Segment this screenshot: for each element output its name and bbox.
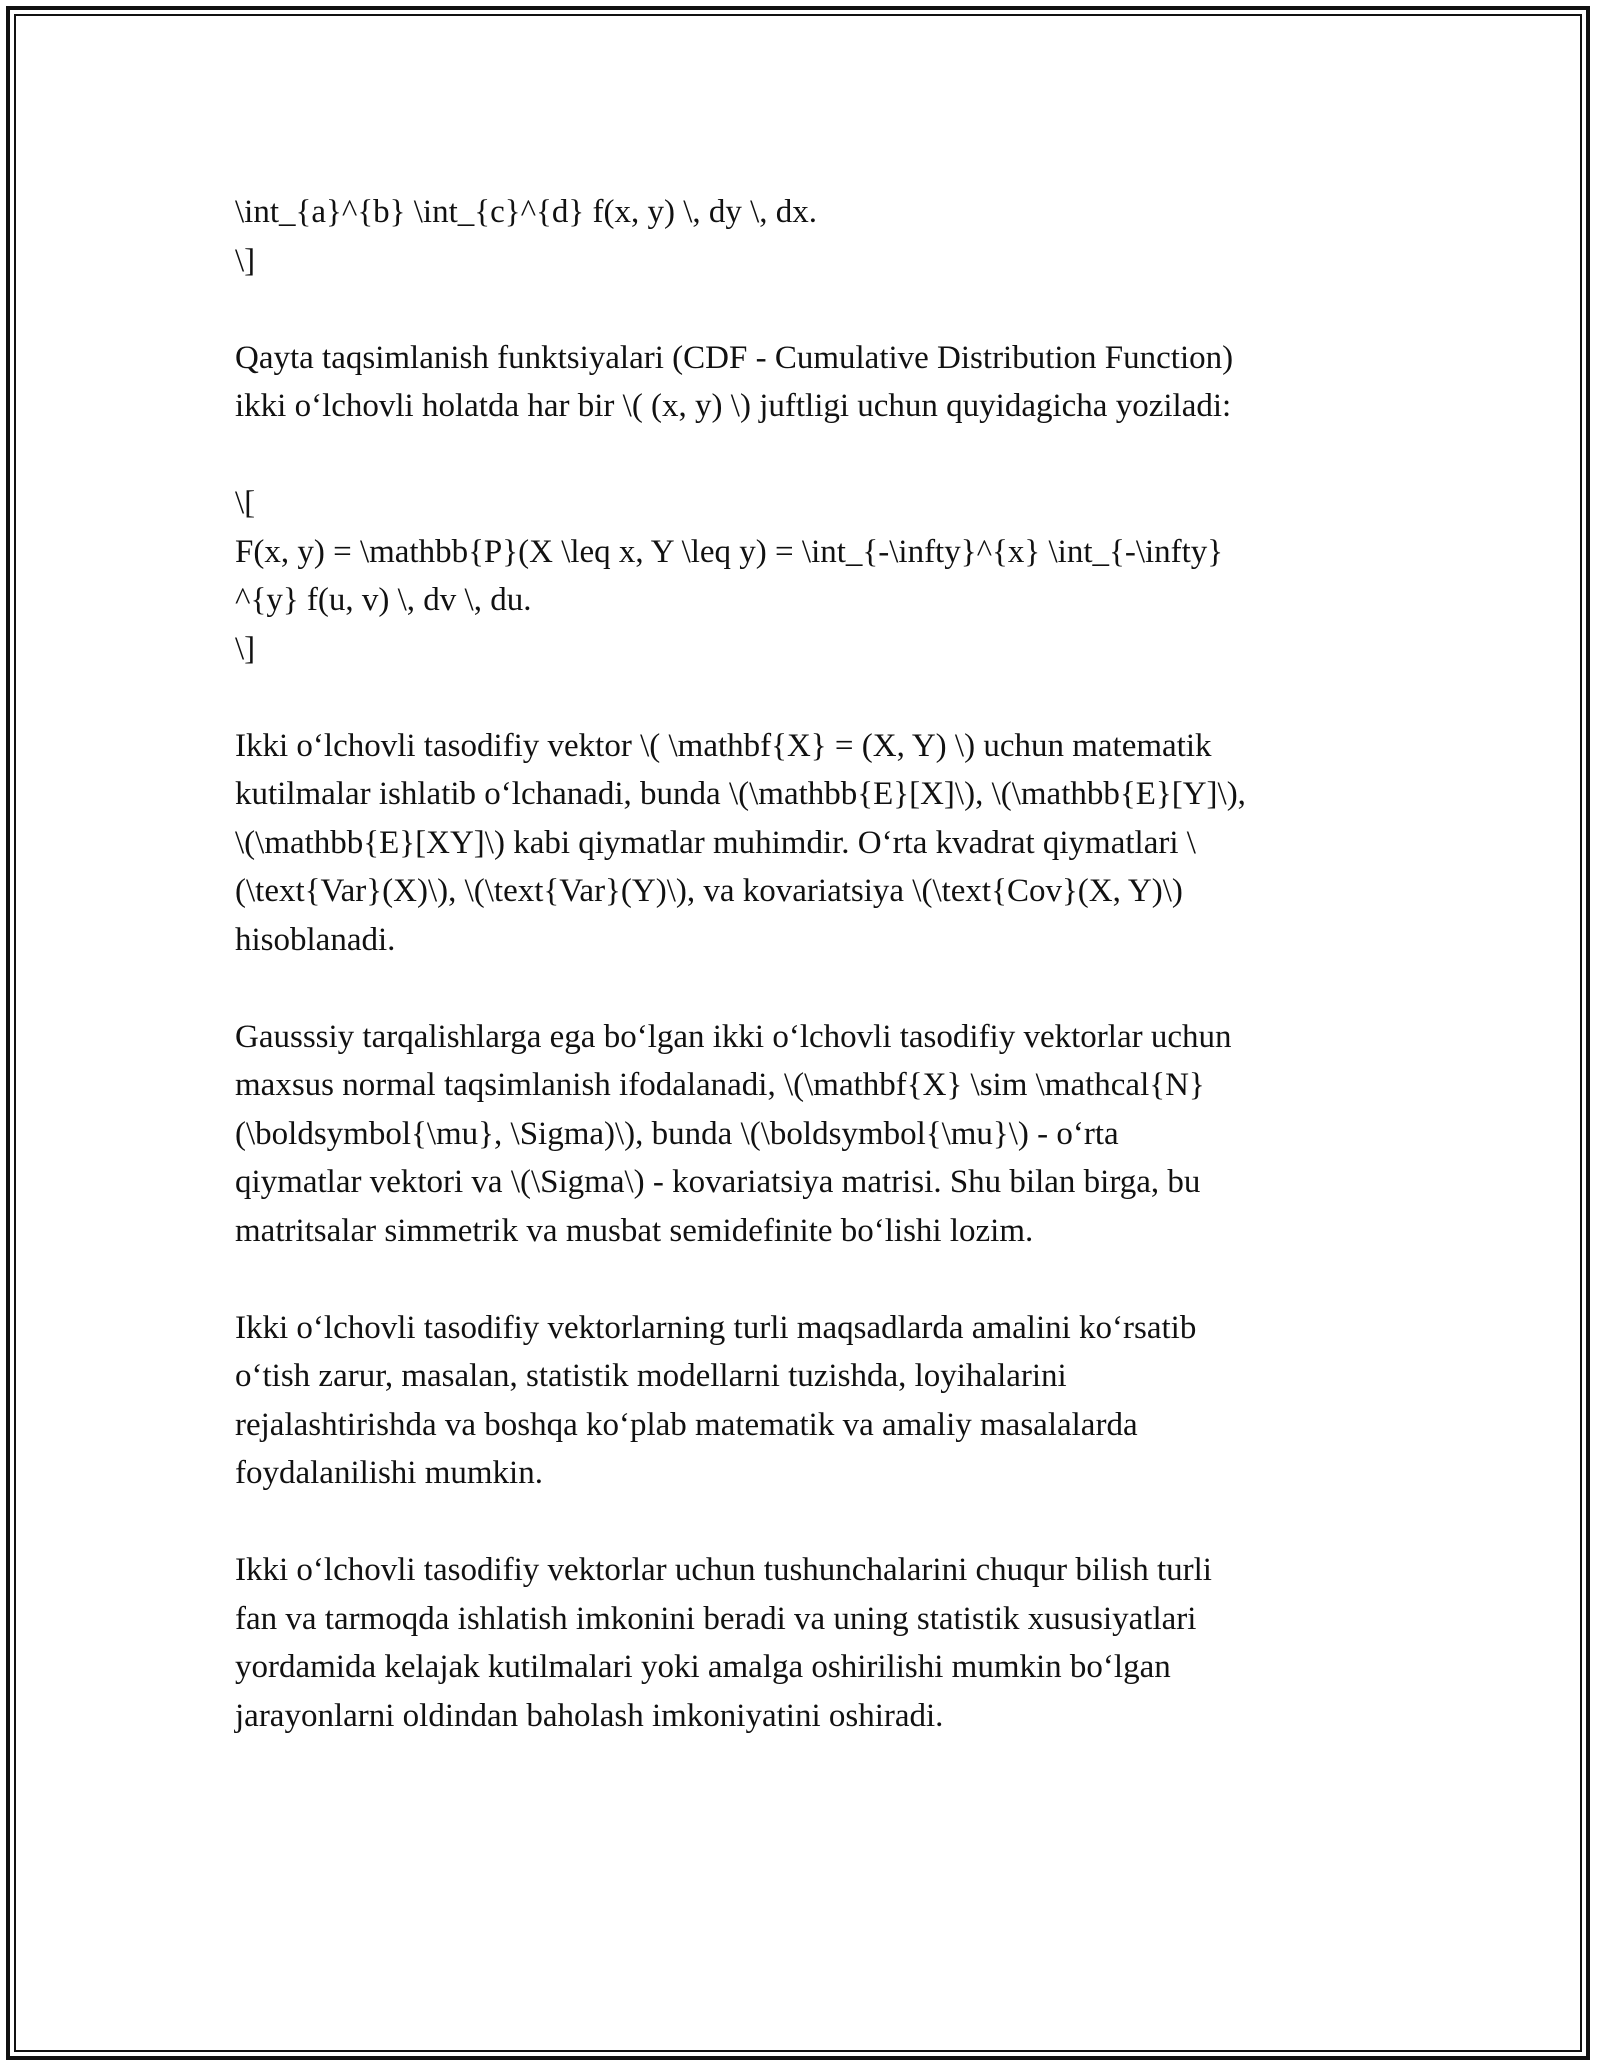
formula-line: \int_{a}^{b} \int_{c}^{d} f(x, y) \, dy \, dx. [235,194,818,230]
paragraph-line: yordamida kelajak kutilmalari yoki amalga oshirilishi mumkin bo‘lgan [235,1649,1171,1685]
paragraph-gap [235,964,1375,1013]
paragraph-line: Gausssiy tarqalishlarga ega bo‘lgan ikki o‘lchovli tasodifiy vektorlar uchun [235,1018,1232,1055]
paragraph-gap [235,673,1375,722]
formula-line: \[ [235,485,256,521]
formula-end-block [235,188,1375,285]
paragraph-line: foydalanilishi mumkin. [235,1455,543,1491]
paragraph-line: Ikki o‘lchovli tasodifiy vektorlar uchun tushunchalarini chuqur bilish turli [235,1552,1212,1588]
cdf-intro-paragraph [235,334,1375,431]
paragraph-line: maxsus normal taqsimlanish ifodalanadi, \(\mathbf{X} \sim \mathcal{N} [235,1067,1205,1103]
paragraph-line: kutilmalar ishlatib o‘lchanadi, bunda \(\mathbb{E}[X]\), \(\mathbb{E}[Y]\), [235,776,1246,812]
paragraph-line: (\text{Var}(X)\), \(\text{Var}(Y)\), va kovariatsiya \(\text{Cov}(X, Y)\) [235,873,1183,909]
expectation-paragraph [235,722,1375,965]
paragraph-line: rejalashtirishda va boshqa ko‘plab matematik va amaliy masalalarda [235,1406,1138,1443]
conclusion-paragraph [235,1546,1375,1740]
formula-line: \] [235,242,256,279]
paragraph-line: (\boldsymbol{\mu}, \Sigma)\), bunda \(\boldsymbol{\mu}\) - o‘rta [235,1115,1119,1152]
formula-line: \] [235,630,256,667]
paragraph-line: Ikki o‘lchovli tasodifiy vektor \( \mathbf{X} = (X, Y) \) uchun matematik [235,727,1212,764]
paragraph-line: fan va tarmoqda ishlatish imkonini beradi va uning statistik xususiyatlari [235,1600,1197,1637]
paragraph-gap [235,1498,1375,1547]
paragraph-line: Ikki o‘lchovli tasodifiy vektorlarning turli maqsadlarda amalini ko‘rsatib [235,1309,1197,1346]
paragraph-line: Qayta taqsimlanish funktsiyalari (CDF - Cumulative Distribution Function) [235,339,1234,376]
paragraph-line: ikki o‘lchovli holatda har bir \( (x, y) \) juftligi uchun quyidagicha yoziladi: [235,388,1232,424]
paragraph-line: o‘tish zarur, masalan, statistik modellarni tuzishda, loyihalarini [235,1358,1067,1394]
formula-line: ^{y} f(u, v) \, dv \, du. [235,582,532,618]
formula-line: F(x, y) = \mathbb{P}(X \leq x, Y \leq y) = \int_{-\infty}^{x} \int_{-\infty} [235,533,1224,570]
applications-paragraph [235,1304,1375,1498]
paragraph-line: qiymatlar vektori va \(\Sigma\) - kovariatsiya matrisi. Shu bilan birga, bu [235,1164,1201,1200]
paragraph-gap [235,431,1375,480]
paragraph-line: matritsalar simmetrik va musbat semidefinite bo‘lishi lozim. [235,1212,1034,1249]
paragraph-line: jarayonlarni oldindan baholash imkoniyatini oshiradi. [235,1697,944,1734]
paragraph-gap [235,1255,1375,1304]
paragraph-line: \(\mathbb{E}[XY]\) kabi qiymatlar muhimdir. O‘rta kvadrat qiymatlari \ [235,824,1196,861]
paragraph-gap [235,285,1375,334]
document-body [235,188,1375,1740]
gaussian-paragraph [235,1013,1375,1256]
paragraph-line: hisoblanadi. [235,921,396,958]
cdf-formula-block [235,479,1375,673]
